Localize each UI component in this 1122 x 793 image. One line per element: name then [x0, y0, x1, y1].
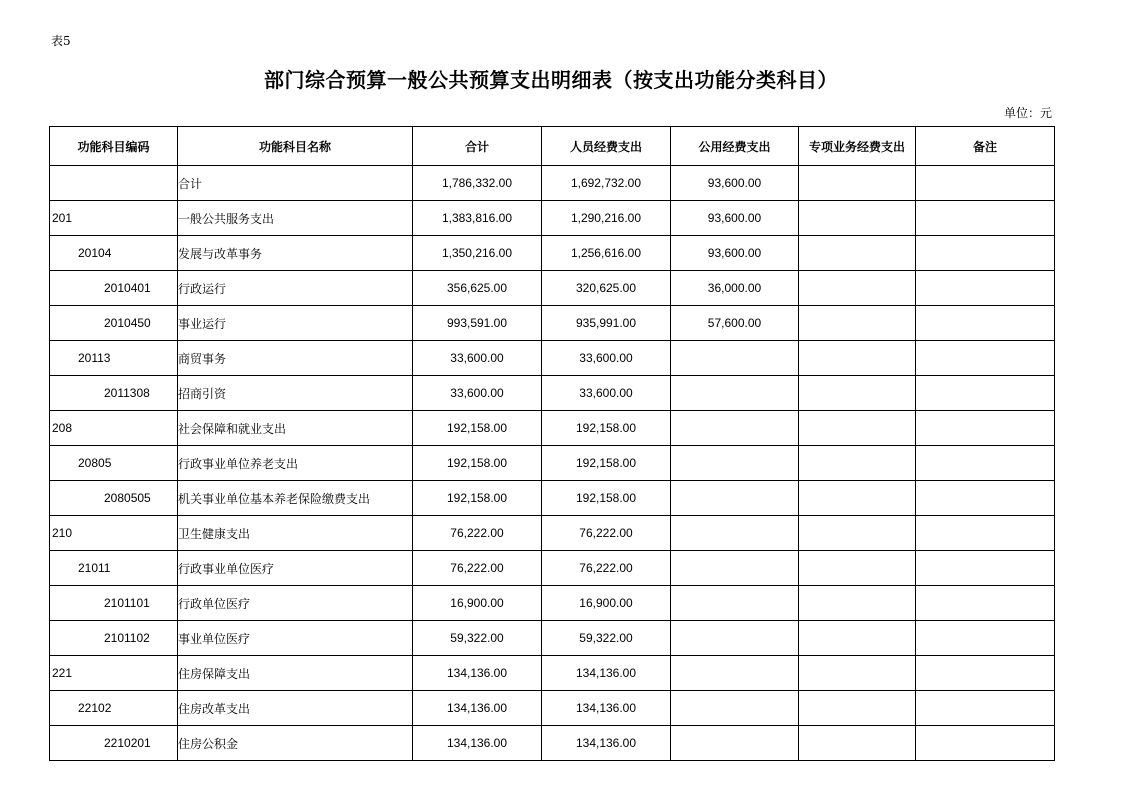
- cell-personnel: 134,136.00: [542, 691, 671, 726]
- table-row: [50, 411, 1055, 446]
- cell-personnel: 935,991.00: [542, 306, 671, 341]
- cell-public: [671, 551, 799, 586]
- table-row: [50, 166, 1055, 201]
- cell-total: 59,322.00: [413, 621, 542, 656]
- cell-total: 76,222.00: [413, 551, 542, 586]
- cell-code: 2210201: [50, 726, 178, 761]
- table-row: [50, 236, 1055, 271]
- cell-public: 93,600.00: [671, 201, 799, 236]
- cell-public: [671, 691, 799, 726]
- budget-table: [49, 126, 1055, 761]
- cell-code: 2101101: [50, 586, 178, 621]
- table-row: [50, 446, 1055, 481]
- cell-code: 2010401: [50, 271, 178, 306]
- cell-special: [799, 411, 916, 446]
- cell-public: [671, 586, 799, 621]
- cell-total: 33,600.00: [413, 376, 542, 411]
- cell-personnel: 192,158.00: [542, 411, 671, 446]
- table-row: [50, 691, 1055, 726]
- cell-name: 行政事业单位医疗: [178, 551, 413, 586]
- cell-special: [799, 166, 916, 201]
- page-title: 部门综合预算一般公共预算支出明细表（按支出功能分类科目）: [264, 68, 838, 92]
- cell-public: [671, 656, 799, 691]
- header-total: 合计: [413, 127, 542, 166]
- cell-name: 行政运行: [178, 271, 413, 306]
- cell-name: 合计: [178, 166, 413, 201]
- cell-public: [671, 376, 799, 411]
- table-row: [50, 201, 1055, 236]
- cell-total: 1,350,216.00: [413, 236, 542, 271]
- cell-code: 20113: [50, 341, 178, 376]
- cell-name: 事业单位医疗: [178, 621, 413, 656]
- cell-personnel: 320,625.00: [542, 271, 671, 306]
- cell-total: 192,158.00: [413, 481, 542, 516]
- cell-total: 16,900.00: [413, 586, 542, 621]
- cell-special: [799, 341, 916, 376]
- cell-special: [799, 306, 916, 341]
- table-row: [50, 376, 1055, 411]
- cell-note: [916, 691, 1055, 726]
- cell-total: 134,136.00: [413, 691, 542, 726]
- cell-name: 招商引资: [178, 376, 413, 411]
- table-row: [50, 481, 1055, 516]
- header-special: 专项业务经费支出: [799, 127, 916, 166]
- cell-special: [799, 271, 916, 306]
- cell-name: 住房改革支出: [178, 691, 413, 726]
- cell-code: 2101102: [50, 621, 178, 656]
- cell-note: [916, 586, 1055, 621]
- cell-special: [799, 586, 916, 621]
- cell-public: [671, 516, 799, 551]
- cell-special: [799, 516, 916, 551]
- cell-total: 76,222.00: [413, 516, 542, 551]
- cell-total: 192,158.00: [413, 446, 542, 481]
- cell-special: [799, 691, 916, 726]
- table-body: [50, 166, 1055, 761]
- cell-code: 22102: [50, 691, 178, 726]
- table-number-label: 表5: [51, 34, 71, 48]
- cell-public: 36,000.00: [671, 271, 799, 306]
- cell-total: 192,158.00: [413, 411, 542, 446]
- cell-special: [799, 551, 916, 586]
- cell-name: 事业运行: [178, 306, 413, 341]
- cell-total: 356,625.00: [413, 271, 542, 306]
- cell-code: 20104: [50, 236, 178, 271]
- cell-code: 221: [50, 656, 178, 691]
- cell-code: 2010450: [50, 306, 178, 341]
- cell-code: [50, 166, 178, 201]
- table-row: [50, 306, 1055, 341]
- cell-note: [916, 446, 1055, 481]
- cell-personnel: 134,136.00: [542, 726, 671, 761]
- header-name: 功能科目名称: [178, 127, 413, 166]
- cell-personnel: 33,600.00: [542, 341, 671, 376]
- header-public: 公用经费支出: [671, 127, 799, 166]
- cell-code: 2080505: [50, 481, 178, 516]
- unit-label: 单位：元: [1003, 106, 1052, 120]
- cell-code: 20805: [50, 446, 178, 481]
- cell-total: 33,600.00: [413, 341, 542, 376]
- cell-name: 发展与改革事务: [178, 236, 413, 271]
- header-note: 备注: [916, 127, 1055, 166]
- cell-personnel: 1,692,732.00: [542, 166, 671, 201]
- cell-note: [916, 341, 1055, 376]
- cell-personnel: 33,600.00: [542, 376, 671, 411]
- cell-note: [916, 726, 1055, 761]
- table-row: [50, 551, 1055, 586]
- cell-name: 机关事业单位基本养老保险缴费支出: [178, 481, 413, 516]
- cell-note: [916, 236, 1055, 271]
- cell-note: [916, 481, 1055, 516]
- cell-public: 93,600.00: [671, 236, 799, 271]
- cell-note: [916, 376, 1055, 411]
- cell-personnel: 134,136.00: [542, 656, 671, 691]
- table-header-row: [50, 127, 1055, 166]
- cell-note: [916, 656, 1055, 691]
- cell-personnel: 76,222.00: [542, 516, 671, 551]
- table-row: [50, 726, 1055, 761]
- cell-public: [671, 341, 799, 376]
- cell-public: [671, 621, 799, 656]
- table-row: [50, 586, 1055, 621]
- cell-note: [916, 306, 1055, 341]
- cell-personnel: 59,322.00: [542, 621, 671, 656]
- cell-code: 2011308: [50, 376, 178, 411]
- cell-code: 21011: [50, 551, 178, 586]
- cell-public: 93,600.00: [671, 166, 799, 201]
- cell-note: [916, 271, 1055, 306]
- cell-public: [671, 481, 799, 516]
- cell-special: [799, 726, 916, 761]
- cell-code: 210: [50, 516, 178, 551]
- cell-code: 201: [50, 201, 178, 236]
- cell-special: [799, 236, 916, 271]
- cell-note: [916, 516, 1055, 551]
- cell-total: 1,786,332.00: [413, 166, 542, 201]
- header-personnel: 人员经费支出: [542, 127, 671, 166]
- cell-special: [799, 446, 916, 481]
- header-code: 功能科目编码: [50, 127, 178, 166]
- cell-personnel: 192,158.00: [542, 446, 671, 481]
- cell-total: 134,136.00: [413, 656, 542, 691]
- cell-note: [916, 411, 1055, 446]
- cell-personnel: 76,222.00: [542, 551, 671, 586]
- cell-total: 993,591.00: [413, 306, 542, 341]
- table-row: [50, 621, 1055, 656]
- table-row: [50, 656, 1055, 691]
- cell-special: [799, 621, 916, 656]
- cell-total: 1,383,816.00: [413, 201, 542, 236]
- cell-name: 住房公积金: [178, 726, 413, 761]
- cell-public: [671, 411, 799, 446]
- cell-note: [916, 201, 1055, 236]
- cell-name: 卫生健康支出: [178, 516, 413, 551]
- cell-public: [671, 446, 799, 481]
- cell-special: [799, 656, 916, 691]
- cell-note: [916, 621, 1055, 656]
- cell-total: 134,136.00: [413, 726, 542, 761]
- table-row: [50, 516, 1055, 551]
- cell-personnel: 16,900.00: [542, 586, 671, 621]
- cell-name: 一般公共服务支出: [178, 201, 413, 236]
- cell-name: 商贸事务: [178, 341, 413, 376]
- table-row: [50, 271, 1055, 306]
- cell-personnel: 192,158.00: [542, 481, 671, 516]
- cell-public: [671, 726, 799, 761]
- cell-special: [799, 481, 916, 516]
- cell-name: 住房保障支出: [178, 656, 413, 691]
- cell-note: [916, 551, 1055, 586]
- cell-name: 社会保障和就业支出: [178, 411, 413, 446]
- cell-code: 208: [50, 411, 178, 446]
- cell-name: 行政事业单位养老支出: [178, 446, 413, 481]
- cell-special: [799, 376, 916, 411]
- cell-personnel: 1,290,216.00: [542, 201, 671, 236]
- cell-special: [799, 201, 916, 236]
- table-row: [50, 341, 1055, 376]
- cell-note: [916, 166, 1055, 201]
- cell-name: 行政单位医疗: [178, 586, 413, 621]
- cell-public: 57,600.00: [671, 306, 799, 341]
- cell-personnel: 1,256,616.00: [542, 236, 671, 271]
